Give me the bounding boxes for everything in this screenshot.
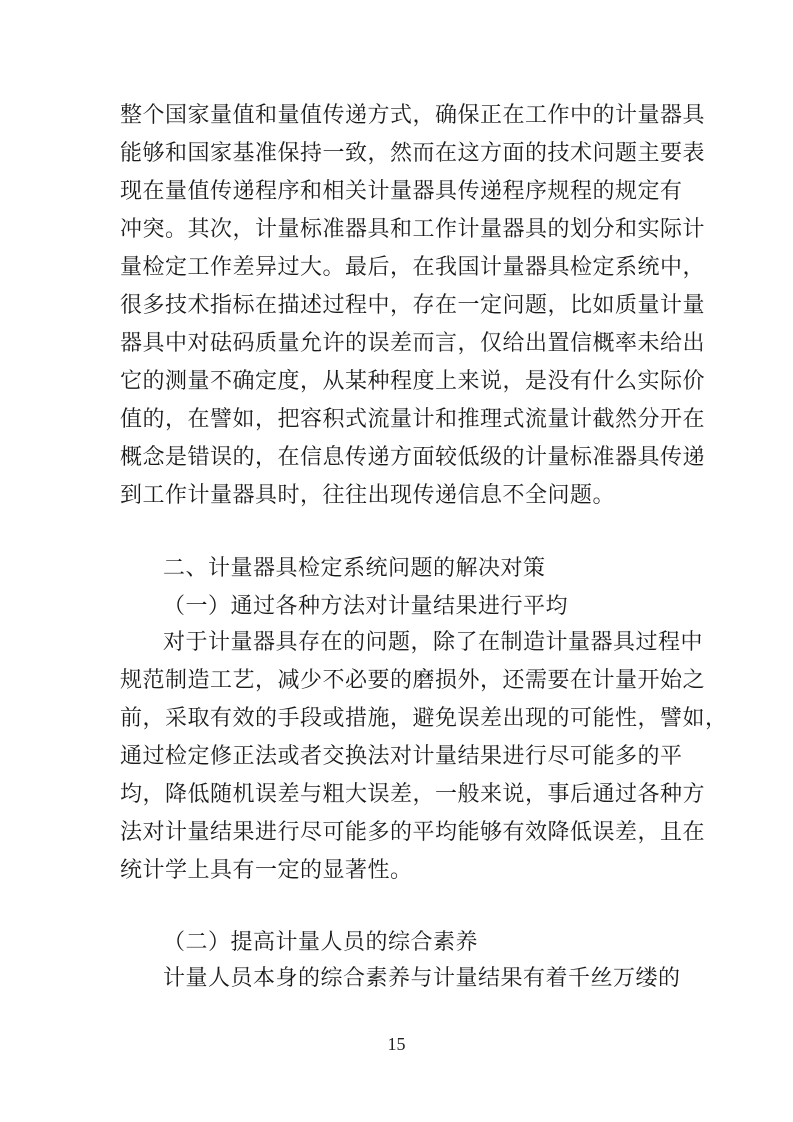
text-line: 很多技术指标在描述过程中，存在一定问题，比如质量计量 (120, 293, 706, 318)
text-line: 通过检定修正法或者交换法对计量结果进行尽可能多的平 (120, 744, 683, 769)
text-line: 对于计量器具存在的问题，除了在制造计量器具过程中 (163, 630, 704, 655)
text-line: 概念是错误的，在信息传递方面较低级的计量标准器具传递 (120, 445, 706, 470)
text-line: 规范制造工艺，减少不必要的磨损外，还需要在计量开始之 (120, 668, 706, 693)
text-line: 它的测量不确定度，从某种程度上来说，是没有什么实际价 (120, 369, 706, 394)
page-number: 15 (387, 1034, 406, 1054)
subheading-1: （一）通过各种方法对计量结果进行平均 (163, 594, 569, 619)
text-line: 统计学上具有一定的显著性。 (120, 858, 413, 883)
text-line: 均，降低随机误差与粗大误差，一般来说，事后通过各种方 (120, 782, 706, 807)
text-line: 现在量值传递程序和相关计量器具传递程序规程的规定有 (120, 179, 683, 204)
text-line: 前，采取有效的手段或措施，避免误差出现的可能性，譬如， (120, 706, 728, 731)
subheading-2: （二）提高计量人员的综合素养 (163, 930, 479, 955)
text-line: 能够和国家基准保持一致，然而在这方面的技术问题主要表 (120, 141, 706, 166)
text-line: 到工作计量器具时，往往出现传递信息不全问题。 (120, 483, 616, 508)
text-line: 值的，在譬如，把容积式流量计和推理式流量计截然分开在 (120, 407, 706, 432)
text-line: 法对计量结果进行尽可能多的平均能够有效降低误差，且在 (120, 820, 706, 845)
text-line: 器具中对砝码质量允许的误差而言，仅给出置信概率未给出 (120, 331, 706, 356)
text-line: 整个国家量值和量值传递方式，确保正在工作中的计量器具 (120, 103, 706, 128)
text-line: 量检定工作差异过大。最后，在我国计量器具检定系统中， (120, 255, 706, 280)
text-line: 冲突。其次，计量标准器具和工作计量器具的划分和实际计 (120, 217, 706, 242)
text-line: 计量人员本身的综合素养与计量结果有着千丝万缕的 (163, 966, 681, 991)
section-heading: 二、计量器具检定系统问题的解决对策 (163, 556, 546, 581)
